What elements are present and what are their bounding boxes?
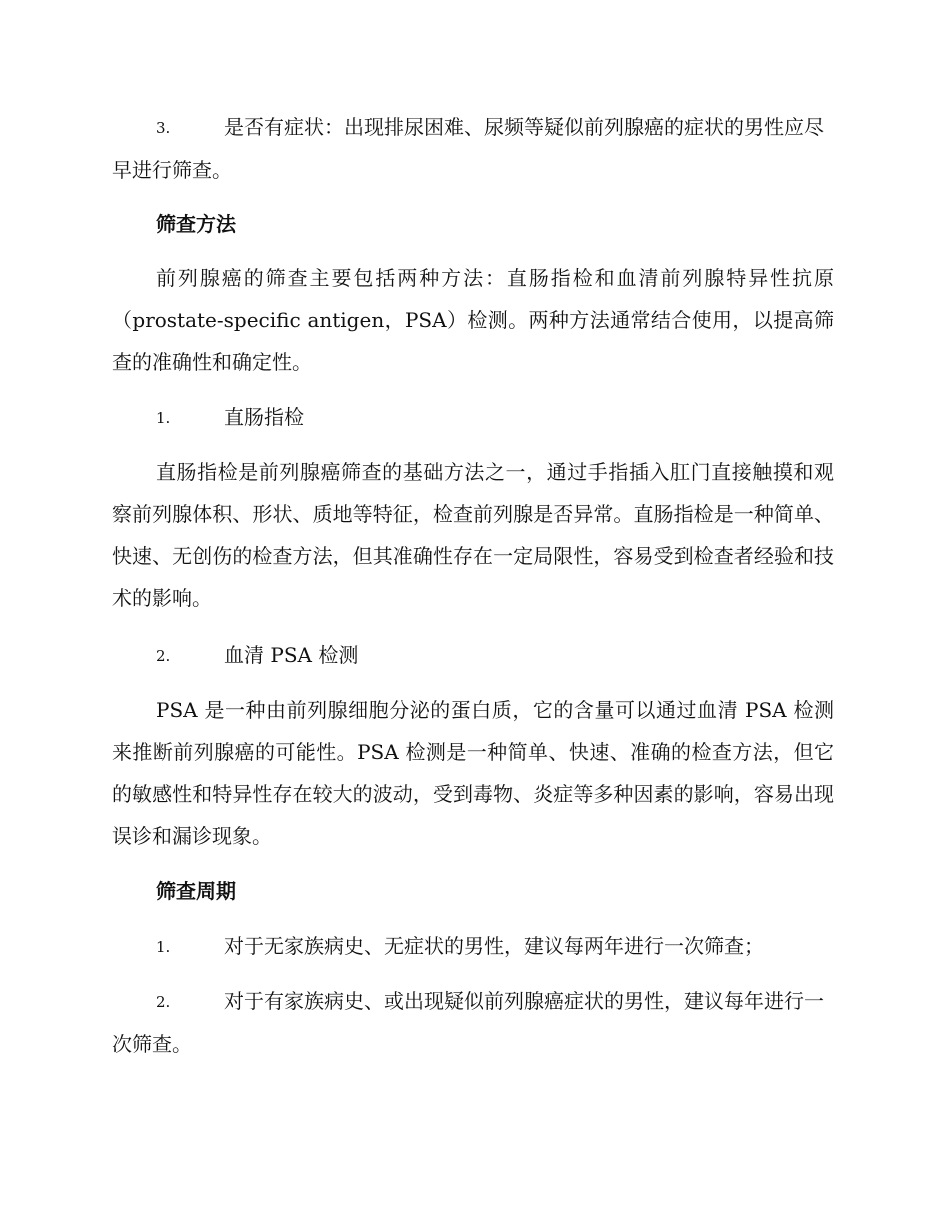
list-item-psa [112,634,834,677]
paragraph-dre-description: 直肠指检是前列腺癌筛查的基础方法之一，通过手指插入肛门直接触摸和观察前列腺体积、形状、质地等特征，检查前列腺是否异常。直肠指检是一种简单、快速、无创伤的检查方法，但其准确性存在一定局限性，容易受到检查者经验和技术的影响。 [112,460,834,610]
list-number: 2. [156,993,171,1011]
list-item-text: 血清 PSA 检测 [224,643,359,667]
list-item-text: 直肠指检 [224,405,304,429]
list-number: 3. [156,119,171,137]
list-item-text: 对于有家族病史、或出现疑似前列腺癌症状的男性，建议每年进行一次筛查。 [112,989,824,1056]
list-item-period-no-history [112,925,834,968]
list-number: 1. [156,409,171,427]
list-item-text: 是否有症状：出现排尿困难、尿频等疑似前列腺癌的症状的男性应尽早进行筛查。 [112,115,824,182]
paragraph-methods-intro: 前列腺癌的筛查主要包括两种方法：直肠指检和血清前列腺特异性抗原（prostate-specific antigen，PSA）检测。两种方法通常结合使用，以提高筛查的准确性和确定性。 [112,266,834,374]
list-number: 2. [156,647,171,665]
list-item-period-with-history [112,980,834,1065]
list-item-text: 对于无家族病史、无症状的男性，建议每两年进行一次筛查； [224,934,764,958]
list-item-symptoms [112,106,834,191]
paragraph-psa-description: PSA 是一种由前列腺细胞分泌的蛋白质，它的含量可以通过血清 PSA 检测来推断前列腺癌的可能性。PSA 检测是一种简单、快速、准确的检查方法，但它的敏感性和特异性存在较大的波动，受到毒物、炎症等多种因素的影响，容易出现误诊和漏诊现象。 [112,698,834,848]
heading-screening-period: 筛查周期 [156,879,236,903]
heading-screening-methods: 筛查方法 [156,212,236,236]
list-number: 1. [156,938,171,956]
list-item-dre [112,396,834,439]
